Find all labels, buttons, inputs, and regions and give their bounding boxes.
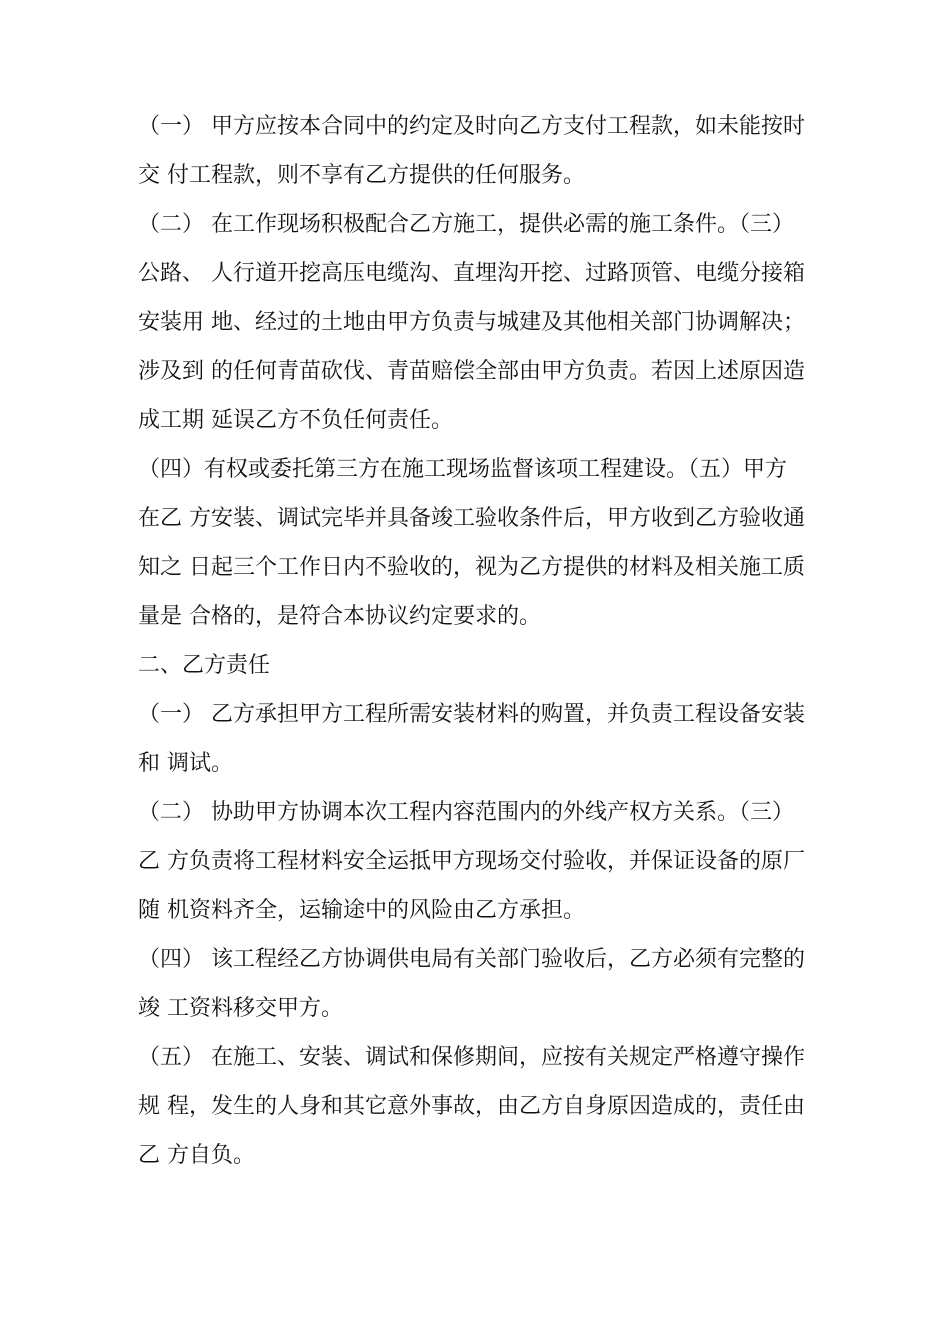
text-line: 安装用 地、经过的土地由甲方负责与城建及其他相关部门协调解决；: [138, 310, 805, 335]
text-line: 和 调试。: [138, 751, 233, 776]
text-line: 乙 方自负。: [138, 1143, 255, 1168]
text-line: 在乙 方安装、调试完毕并具备竣工验收条件后，甲方收到乙方验收通: [138, 506, 805, 531]
text-line: （一） 乙方承担甲方工程所需安装材料的购置，并负责工程设备安装: [138, 702, 805, 727]
text-line: 规 程，发生的人身和其它意外事故，由乙方自身原因造成的，责任由: [138, 1094, 805, 1119]
text-line: 竣 工资料移交甲方。: [138, 996, 343, 1021]
text-line: 随 机资料齐全，运输途中的风险由乙方承担。: [138, 898, 585, 923]
text-line: （二） 协助甲方协调本次工程内容范围内的外线产权方关系。（三）: [138, 800, 794, 825]
section-heading: 二、乙方责任: [138, 653, 271, 678]
text-line: 知之 日起三个工作日内不验收的，视为乙方提供的材料及相关施工质: [138, 555, 805, 580]
text-line: 量是 合格的，是符合本协议约定要求的。: [138, 604, 541, 629]
document-body: [138, 102, 838, 1180]
text-line: 交 付工程款，则不享有乙方提供的任何服务。: [138, 163, 585, 188]
text-line: 成工期 延误乙方不负任何责任。: [138, 408, 453, 433]
text-line: （四）有权或委托第三方在施工现场监督该项工程建设。（五）甲方: [138, 457, 788, 482]
text-line: （五） 在施工、安装、调试和保修期间，应按有关规定严格遵守操作: [138, 1045, 805, 1070]
text-line: 乙 方负责将工程材料安全运抵甲方现场交付验收，并保证设备的原厂: [138, 849, 805, 874]
text-line: （四） 该工程经乙方协调供电局有关部门验收后，乙方必须有完整的: [138, 947, 805, 972]
text-line: 涉及到 的任何青苗砍伐、青苗赔偿全部由甲方负责。若因上述原因造: [138, 359, 805, 384]
text-line: （二） 在工作现场积极配合乙方施工，提供必需的施工条件。（三）: [138, 212, 794, 237]
text-line: 公路、 人行道开挖高压电缆沟、直埋沟开挖、过路顶管、电缆分接箱: [138, 261, 805, 286]
text-line: （一） 甲方应按本合同中的约定及时向乙方支付工程款，如未能按时: [138, 114, 805, 139]
